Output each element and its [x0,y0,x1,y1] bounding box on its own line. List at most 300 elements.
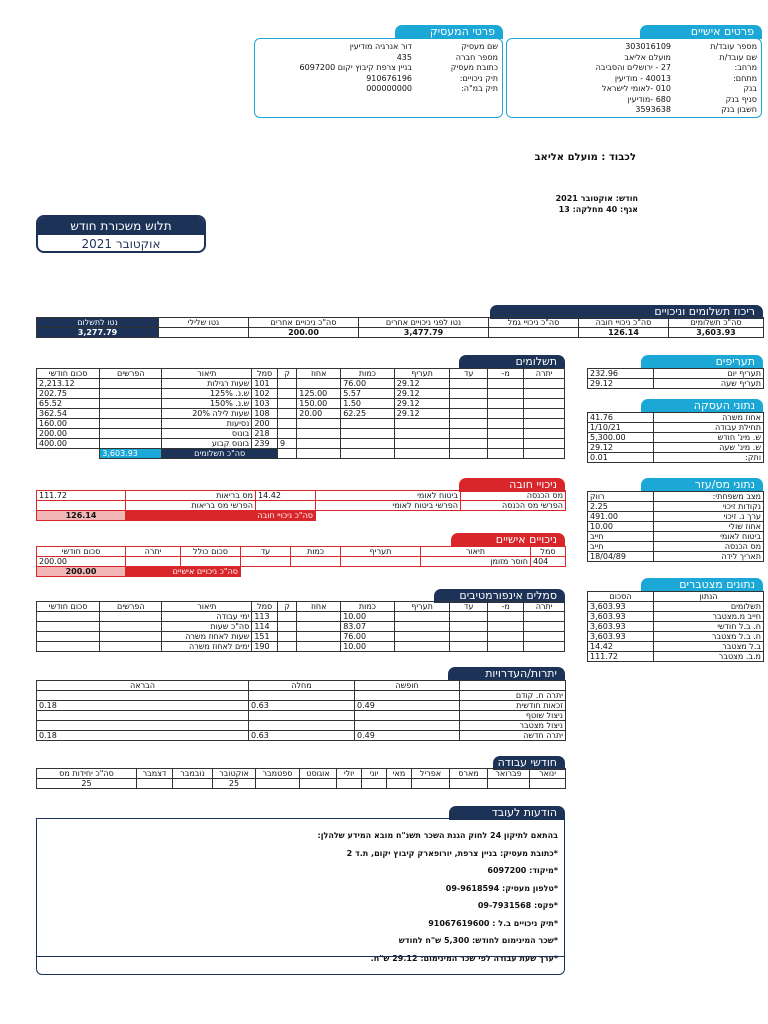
payments-cell: 62.25 [341,409,395,419]
payments-cell [487,389,523,399]
payments-cell: 160.00 [37,419,100,429]
payments-cell [297,379,341,389]
work-months-value [137,779,173,789]
payments-cell: ש.נ. 150% [162,399,252,409]
info-codes-cell: ימים לאחוז משרה [162,642,252,652]
work-months-header: אוקטובר [213,769,256,779]
mandatory-cell: הפרשי מס הכנסה [461,501,566,511]
absences-cell: 0.49 [355,731,460,741]
info-codes-cell: ימי עבודה [162,612,252,622]
personal-ded-header: סכום חודשי [37,547,126,557]
info-codes-header: אחוז [297,602,341,612]
tax-data-value: 10.00 [588,522,654,532]
cumulative-cell: 3,603.93 [588,612,654,622]
payments-header: סכום חודשי [37,369,100,379]
table-row [588,632,764,642]
payments-cell [524,389,565,399]
payments-blank [487,449,523,459]
table-row [37,419,565,429]
info-codes-title: סמלים אינפורמטיבים [434,589,565,603]
personal-ded-header: תעריף [341,547,421,557]
notices-box [36,818,565,975]
rates-value: 29.12 [588,379,654,389]
payments-blank [278,449,297,459]
work-months-value [300,779,337,789]
table-row [588,652,764,662]
rates-label: תעריף שעה [654,379,764,389]
cumulative-cell: 3,603.93 [588,622,654,632]
mandatory-blank [316,511,566,521]
payments-total: 3,603.93 [100,449,162,459]
tax-data-title: נתוני מס/עזר [641,478,763,492]
info-codes-cell: 10.00 [341,612,395,622]
employment-label: ש. מינ' שעה [654,443,764,453]
summary-header: סה"כ ניכויים אחרים [249,318,359,328]
info-codes-cell [37,612,100,622]
info-codes-header: יתרה [524,602,565,612]
payments-cell [450,439,487,449]
table-row [37,389,565,399]
personal-value: מועלם אליאב [624,52,671,62]
info-codes-cell [450,642,487,652]
info-codes-cell: 76.00 [341,632,395,642]
personal-value: 40013 - מודיעין [614,73,671,83]
mandatory-cell: 111.72 [37,491,126,501]
work-months-value [450,779,488,789]
work-months-header: יוני [362,769,387,779]
info-codes-cell [100,642,162,652]
info-codes-cell: 190 [252,642,278,652]
payments-cell [524,399,565,409]
info-codes-cell [297,622,341,632]
notice-line: *מיקוד: 6097200 [487,866,558,875]
work-months-value [488,779,530,789]
payments-cell: 5.57 [341,389,395,399]
mandatory-table [36,490,566,521]
personal-label: מרחב: [734,63,757,72]
employment-value: 41.76 [588,413,654,423]
recipient: לכבוד : מועלם אליאב [534,152,636,163]
table-row [37,632,565,642]
summary-value [489,328,579,338]
tax-data-label: תאריך לידה [654,552,764,562]
payments-cell [100,389,162,399]
info-codes-cell [100,632,162,642]
mandatory-cell: הפרשי ביטוח לאומי [316,501,461,511]
table-row [37,612,565,622]
tax-data-value: חייב [588,542,654,552]
payments-cell: בונוס קבוע [162,439,252,449]
payments-cell: 101 [252,379,278,389]
personal-value: 3593638 [635,105,671,114]
employer-value: דור אנרגיה מודיעין [349,42,412,51]
info-codes-cell [278,622,297,632]
payments-cell: 102 [252,389,278,399]
payments-cell: נסיעות [162,419,252,429]
employer-details-title: פרטי המעסיק [395,25,503,39]
tax-data-label: מס הכנסה [654,542,764,552]
payments-cell: ש.נ. 125% [162,389,252,399]
info-codes-header: ק [278,602,297,612]
payments-header: יתרה [524,369,565,379]
work-months-value [530,779,566,789]
notice-line: *טלפון מעסיק: 09-9618594 [445,883,558,893]
personal-ded-total: 200.00 [37,567,126,577]
table-row [37,691,566,701]
summary-header: נטו לפני ניכויים אחרים [359,318,489,328]
info-codes-cell [487,612,523,622]
personal-ded-cell [241,557,291,567]
info-codes-cell [394,642,450,652]
absences-cell [37,711,249,721]
table-row [37,557,566,567]
absences-cell: 0.63 [249,701,355,711]
payments-header: מ- [487,369,523,379]
payments-header: אחוז [297,369,341,379]
payments-cell: שעות לילה 20% [162,409,252,419]
cumulative-cell: 14.42 [588,642,654,652]
payments-blank [524,449,565,459]
payments-cell [524,439,565,449]
payments-cell: 20.00 [297,409,341,419]
work-months-value [362,779,387,789]
payments-cell [394,419,450,429]
personal-value: 303016109 [625,42,671,51]
personal-label: שם עובד/ת [719,52,757,62]
personal-ded-total-label: סה"כ ניכויים אישיים [126,567,241,577]
absences-header: הבראה [37,681,249,691]
tax-data-value: רווק [588,492,654,502]
payments-cell [450,409,487,419]
absences-cell: יתרה ח. קודם [460,691,566,701]
payments-cell [297,419,341,429]
notice-line: *כתובת מעסיק: בניין צרפת, יורופארק קיבוץ יקום, ת.ד 2 [346,848,558,858]
payments-title: תשלומים [459,355,565,369]
cumulative-header: הנתון [654,592,764,602]
info-codes-cell [450,632,487,642]
payments-total-label: סה"כ תשלומים [162,449,278,459]
payments-cell [450,379,487,389]
payments-cell: 103 [252,399,278,409]
rates-table [587,368,764,389]
table-row [588,612,764,622]
cumulative-cell: 3,603.93 [588,602,654,612]
personal-label: סניף בנק [725,94,757,104]
payments-cell [278,379,297,389]
employer-label: מספר חברה [455,52,498,62]
table-row [37,731,566,741]
tax-data-value: 18/04/89 [588,552,654,562]
notice-line: *פקס: 09-7931568 [477,901,558,910]
payments-cell [297,429,341,439]
employment-value: 0.01 [588,453,654,463]
payments-header: כמות [341,369,395,379]
table-row [37,622,565,632]
info-codes-header: עד [450,602,487,612]
work-months-title: חודשי עבודה [493,756,565,770]
mandatory-cell: ביטוח לאומי [316,491,461,501]
mandatory-title: ניכויי חובה [459,478,565,492]
notice-line: *שכר המינימום לחודש: 5,300 ש"ח לחודש [398,936,558,945]
cumulative-cell: ח. ב.ל מצטבר [654,632,764,642]
info-codes-cell [297,612,341,622]
info-codes-cell [394,612,450,622]
work-months-header: דצמבר [137,769,173,779]
personal-ded-header: עד [241,547,291,557]
personal-ded-cell: חוסר מזומן [421,557,531,567]
info-codes-table [36,601,565,652]
summary-value: 3,477.79 [359,328,489,338]
info-codes-header: מ- [487,602,523,612]
summary-header: סה"כ ניכויי גמל [489,318,579,328]
employment-label: ש. מינ' חודש [654,433,764,443]
info-codes-cell [487,622,523,632]
table-row [588,642,764,652]
personal-ded-cell [181,557,241,567]
payments-blank [394,449,450,459]
work-months-header: ספטמבר [256,769,300,779]
employment-title: נתוני העסקה [641,399,763,413]
table-row [37,701,566,711]
personal-ded-cell: 200.00 [37,557,126,567]
payments-cell [341,419,395,429]
payments-cell: 150.00 [297,399,341,409]
cumulative-title: נתונים מצטברים [641,578,763,592]
payments-cell [278,399,297,409]
personal-ded-cell [341,557,421,567]
payments-cell [341,439,395,449]
personal-ded-cell: 404 [531,557,566,567]
payments-cell [524,429,565,439]
table-row [588,602,764,612]
payments-cell: 400.00 [37,439,100,449]
work-months-header: אפריל [412,769,450,779]
payments-cell: 108 [252,409,278,419]
employer-value: 000000000 [366,84,412,93]
info-codes-cell [524,642,565,652]
payments-cell [278,419,297,429]
work-months-value [387,779,412,789]
table-row [37,429,565,439]
summary-value: 200.00 [249,328,359,338]
payments-header: ק [278,369,297,379]
info-codes-cell [297,632,341,642]
cumulative-cell: 111.72 [588,652,654,662]
payments-cell [487,429,523,439]
rates-value: 232.96 [588,369,654,379]
summary-value [159,328,249,338]
absences-cell: זכאות חודשית [460,701,566,711]
info-codes-cell: 113 [252,612,278,622]
personal-ded-blank [241,567,566,577]
payments-header: הפרשים [100,369,162,379]
cumulative-cell: 3,603.93 [588,632,654,642]
employment-label: תחילת עבודה [654,423,764,433]
payments-cell: 239 [252,439,278,449]
mandatory-cell: מס בריאות [126,491,256,501]
info-codes-cell: שעות לאחוז משרה [162,632,252,642]
absences-cell: 0.18 [37,731,249,741]
info-codes-header: תעריף [394,602,450,612]
payments-cell: 200 [252,419,278,429]
payments-blank [450,449,487,459]
personal-ded-header: סכום כולל [181,547,241,557]
info-codes-cell [297,642,341,652]
cumulative-cell: ב.ל מצטבר [654,642,764,652]
table-row [37,409,565,419]
info-codes-header: סכום חודשי [37,602,100,612]
slip-title: תלוש משכורת חודש [38,217,204,235]
absences-cell [355,721,460,731]
employment-table [587,412,764,463]
employer-value: בניין צרפת קיבוץ יקום 6097200 [299,63,412,72]
personal-ded-header: תיאור [421,547,531,557]
personal-ded-table [36,546,566,577]
rates-title: תעריפים [641,355,763,369]
absences-cell [355,711,460,721]
absences-cell: 0.49 [355,701,460,711]
payments-cell [450,429,487,439]
employer-label: תיק ניכויים: [459,73,498,83]
info-codes-cell [278,632,297,642]
payments-cell [450,389,487,399]
payments-cell: 76.00 [341,379,395,389]
payments-cell: 29.12 [394,379,450,389]
info-codes-header: סמל [252,602,278,612]
absences-title: יתרות/העדרויות [448,667,565,681]
absences-cell: ניצול מצטבר [460,721,566,731]
tax-data-table [587,491,764,562]
work-months-value [412,779,450,789]
payments-cell [524,379,565,389]
personal-label: מתחם: [733,73,757,83]
payments-cell: 9 [278,439,297,449]
tax-data-label: אחוז שולי [654,522,764,532]
tax-data-value: 2.25 [588,502,654,512]
notice-line: בהתאם לתיקון 24 לחוק הגנת השכר תשנ"ח מובא המידע שלהלן: [317,831,558,840]
info-codes-cell [100,612,162,622]
payments-cell [278,389,297,399]
cumulative-table [587,591,764,662]
info-codes-cell [487,642,523,652]
payments-header: תיאור [162,369,252,379]
payments-cell [487,419,523,429]
payments-blank [341,449,395,459]
summary-header: נטו לתשלום [37,318,159,328]
info-codes-cell [524,632,565,642]
mandatory-cell [256,501,316,511]
tax-data-label: מצב משפחתי: [654,492,764,502]
work-months-header: סה"כ יחידות מס [37,769,137,779]
absences-cell: יתרה חדשה [460,731,566,741]
employer-label: שם מעסיק [461,42,498,51]
personal-ded-cell [291,557,341,567]
table-row [37,379,565,389]
personal-ded-cell [126,557,181,567]
info-codes-cell [278,612,297,622]
payments-cell: בונוס [162,429,252,439]
mandatory-total-label: סה"כ ניכויי חובה [126,511,316,521]
payments-cell [487,379,523,389]
payments-cell: 29.12 [394,409,450,419]
info-codes-header: תיאור [162,602,252,612]
personal-ded-header: סמל [531,547,566,557]
payments-cell [394,439,450,449]
payments-cell [394,429,450,439]
table-row [37,711,566,721]
absences-header: חופשה [355,681,460,691]
info-codes-cell [394,622,450,632]
payments-cell [278,409,297,419]
summary-value: 3,277.79 [37,328,159,338]
work-months-value: 25 [37,779,137,789]
mandatory-cell: 14.42 [256,491,316,501]
mandatory-cell: הפרשי מס בריאות [126,501,256,511]
payments-cell [450,399,487,409]
work-months-table [36,768,566,789]
payments-cell [297,439,341,449]
cumulative-cell: ח. ב.ל חודשי [654,622,764,632]
work-months-header: מארס [450,769,488,779]
work-months-header: מאי [387,769,412,779]
slip-banner [36,215,206,253]
employment-value: 29.12 [588,443,654,453]
notice-line: *תיק ניכויים ב.ל : 91067619600 [428,918,558,928]
tax-data-label: ערך נ. זיכוי [654,512,764,522]
tax-data-label: ביטוח לאומי [654,532,764,542]
absences-cell [249,721,355,731]
payments-cell [100,399,162,409]
cumulative-cell: חייב מ.מצטבר [654,612,764,622]
absences-table [36,680,566,741]
cumulative-cell: מ.ב. מצטבר [654,652,764,662]
summary-header: סה"כ תשלומים [669,318,764,328]
work-months-value [337,779,362,789]
table-row [37,642,565,652]
summary-value: 3,603.93 [669,328,764,338]
payments-cell [100,409,162,419]
absences-cell [37,691,249,701]
info-codes-cell [524,612,565,622]
personal-details-box [506,38,762,118]
info-codes-cell [37,632,100,642]
payments-cell [100,439,162,449]
payments-cell [450,419,487,429]
personal-ded-title: ניכויים אישיים [451,533,565,547]
notice-line: *ערך שעת עבודה לפי שכר המינימום: 29.12 ש"ח. [370,953,558,963]
absences-cell: ניצול שוטף [460,711,566,721]
payments-header: עד [450,369,487,379]
payments-cell [100,429,162,439]
personal-label: בנק [743,84,757,93]
tax-data-value: חייב [588,532,654,542]
personal-value: 010 -לאומי לישראל [602,84,671,93]
work-months-header: פברואר [488,769,530,779]
payments-table [36,368,565,459]
payments-cell: 1.50 [341,399,395,409]
employment-value: 5,300.00 [588,433,654,443]
slip-month: אוקטובר 2021 [81,237,161,251]
mandatory-cell: מס הכנסה [461,491,566,501]
employer-label: תיק במ"ה: [461,84,498,93]
mandatory-cell [37,501,126,511]
payments-cell [278,429,297,439]
info-codes-cell: 83.07 [341,622,395,632]
personal-ded-header: כמות [291,547,341,557]
personal-ded-header: יתרה [126,547,181,557]
payments-cell [341,429,395,439]
summary-table [36,317,764,338]
